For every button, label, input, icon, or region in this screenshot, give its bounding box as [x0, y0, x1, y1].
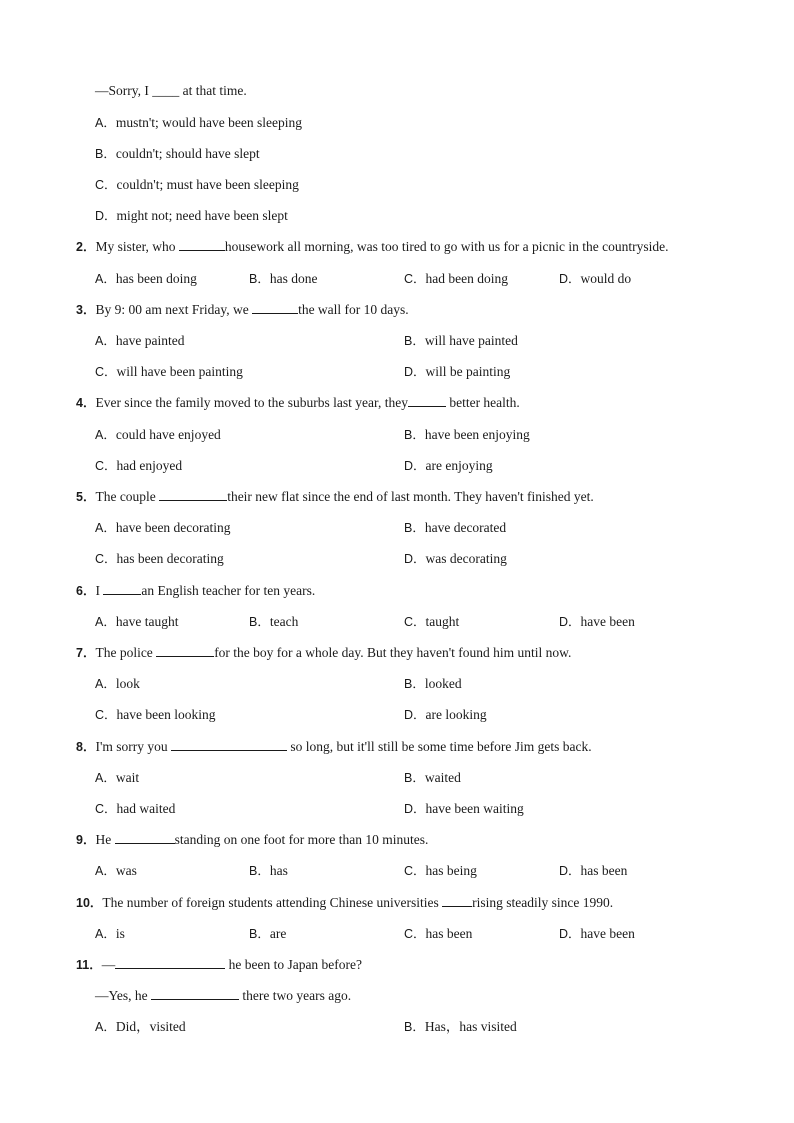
answer-blank[interactable]: [179, 238, 225, 251]
q1-option-a[interactable]: A．mustn't; would have been sleeping: [95, 115, 302, 130]
answer-blank[interactable]: [442, 894, 472, 907]
question-9: 9．He standing on one foot for more than 10 minutes.: [76, 832, 429, 847]
q5-option-c[interactable]: C．has been decorating: [95, 551, 224, 566]
answer-blank[interactable]: [115, 956, 225, 969]
answer-blank[interactable]: [115, 831, 175, 844]
answer-blank[interactable]: [156, 644, 214, 657]
q11-option-b[interactable]: B．Has，has visited: [404, 1019, 517, 1034]
question-2: 2．My sister, who housework all morning, was too tired to go with us for a picnic in the countryside.: [76, 239, 669, 254]
q1-reply: —Sorry, I ____ at that time.: [95, 83, 247, 98]
q1-option-c[interactable]: C．couldn't; must have been sleeping: [95, 177, 299, 192]
q10-option-c[interactable]: C．has been: [404, 926, 473, 941]
q1-option-d[interactable]: D．might not; need have been slept: [95, 208, 288, 223]
question-7: 7．The police for the boy for a whole day. But they haven't found him until now.: [76, 645, 572, 660]
question-3: 3．By 9: 00 am next Friday, we the wall for 10 days.: [76, 302, 409, 317]
q9-option-a[interactable]: A．was: [95, 863, 137, 878]
q9-option-c[interactable]: C．has being: [404, 863, 477, 878]
q7-option-a[interactable]: A．look: [95, 676, 140, 691]
q6-option-c[interactable]: C．taught: [404, 614, 460, 629]
q7-option-d[interactable]: D．are looking: [404, 707, 487, 722]
q5-option-d[interactable]: D．was decorating: [404, 551, 507, 566]
q10-option-d[interactable]: D．have been: [559, 926, 635, 941]
q4-option-d[interactable]: D．are enjoying: [404, 458, 493, 473]
q11-option-a[interactable]: A．Did，visited: [95, 1019, 186, 1034]
q4-option-b[interactable]: B．have been enjoying: [404, 427, 530, 442]
q3-option-b[interactable]: B．will have painted: [404, 333, 518, 348]
q7-option-c[interactable]: C．have been looking: [95, 707, 216, 722]
q2-option-a[interactable]: A．has been doing: [95, 271, 197, 286]
question-6: 6．I an English teacher for ten years.: [76, 583, 316, 598]
q5-option-a[interactable]: A．have been decorating: [95, 520, 231, 535]
question-10: 10．The number of foreign students attending Chinese universities rising steadily since 1990.: [76, 895, 614, 910]
answer-blank[interactable]: [159, 488, 227, 501]
q8-option-c[interactable]: C．had waited: [95, 801, 176, 816]
q8-option-b[interactable]: B．waited: [404, 770, 461, 785]
q3-option-d[interactable]: D．will be painting: [404, 364, 511, 379]
q6-option-d[interactable]: D．have been: [559, 614, 635, 629]
q9-option-b[interactable]: B．has: [249, 863, 288, 878]
q10-option-b[interactable]: B．are: [249, 926, 287, 941]
answer-blank[interactable]: [252, 301, 298, 314]
q2-option-b[interactable]: B．has done: [249, 271, 318, 286]
answer-blank[interactable]: [171, 738, 287, 751]
q3-option-a[interactable]: A．have painted: [95, 333, 185, 348]
q1-option-b[interactable]: B．couldn't; should have slept: [95, 146, 260, 161]
q2-option-d[interactable]: D．would do: [559, 271, 632, 286]
answer-blank[interactable]: [103, 582, 141, 595]
q4-option-a[interactable]: A．could have enjoyed: [95, 427, 221, 442]
q7-option-b[interactable]: B．looked: [404, 676, 462, 691]
answer-blank[interactable]: [151, 987, 239, 1000]
q4-option-c[interactable]: C．had enjoyed: [95, 458, 183, 473]
question-11: 11．— he been to Japan before?: [76, 957, 363, 972]
q6-option-b[interactable]: B．teach: [249, 614, 299, 629]
question-11-reply: —Yes, he there two years ago.: [95, 988, 352, 1003]
answer-blank[interactable]: [408, 394, 446, 407]
q2-option-c[interactable]: C．had been doing: [404, 271, 509, 286]
question-8: 8．I'm sorry you so long, but it'll still be some time before Jim gets back.: [76, 739, 592, 754]
q5-option-b[interactable]: B．have decorated: [404, 520, 507, 535]
q6-option-a[interactable]: A．have taught: [95, 614, 179, 629]
q10-option-a[interactable]: A．is: [95, 926, 125, 941]
q9-option-d[interactable]: D．has been: [559, 863, 628, 878]
q3-option-c[interactable]: C．will have been painting: [95, 364, 243, 379]
q8-option-d[interactable]: D．have been waiting: [404, 801, 524, 816]
q8-option-a[interactable]: A．wait: [95, 770, 140, 785]
question-5: 5．The couple their new flat since the end of last month. They haven't finished yet.: [76, 489, 594, 504]
question-4: 4．Ever since the family moved to the suburbs last year, they better health.: [76, 395, 520, 410]
